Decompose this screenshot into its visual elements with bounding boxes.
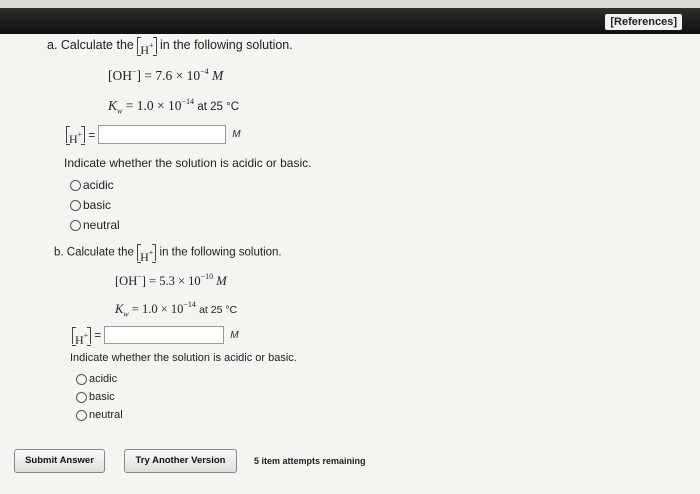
part-b-answer-h-ion [72, 327, 91, 347]
part-a-answer-h-ion [66, 126, 85, 146]
part-b-answer-equals: = [94, 328, 102, 342]
part-a-answer-row [66, 125, 241, 144]
part-a-h-ion [137, 37, 156, 57]
part-b-oh-exp: −10 [200, 272, 214, 281]
part-b-kw-label: K [115, 302, 124, 316]
part-b-kw-condition: at 25 °C [199, 304, 238, 316]
part-a-option-neutral[interactable] [70, 218, 120, 232]
part-a-kw-equation [108, 97, 239, 116]
part-a-option-acidic-label: acidic [83, 178, 114, 192]
part-a-kw-label: K [108, 98, 118, 113]
part-a-oh-label: [OH [108, 68, 132, 83]
part-b-answer-h-charge: + [83, 330, 89, 340]
part-b-kw-value: = 1.0 × 10 [131, 302, 184, 316]
part-b-prompt [54, 244, 282, 264]
part-b-oh-close: ] [141, 274, 146, 288]
references-link[interactable]: [References] [605, 14, 682, 30]
part-b-indicate-text: Indicate whether the solution is acidic or basic. [70, 352, 297, 364]
part-a-kw-value: = 1.0 × 10 [125, 98, 182, 113]
part-b-kw-exp: −14 [183, 300, 196, 309]
part-b-kw-sub: w [123, 309, 129, 319]
part-a-prompt-suffix: in the following solution. [160, 37, 293, 52]
part-a-kw-condition: at 25 °C [197, 101, 240, 113]
part-a-prompt-prefix: a. Calculate the [47, 37, 134, 52]
radio-icon[interactable] [70, 220, 81, 231]
attempts-remaining-text: 5 item attempts remaining [254, 456, 366, 466]
part-a-oh-close: ] [136, 68, 142, 83]
part-a-h-ion-charge: + [149, 41, 154, 50]
part-a-option-neutral-label: neutral [83, 218, 120, 232]
part-b-oh-charge: − [137, 272, 142, 281]
part-a-oh-value: = 7.6 × 10 [144, 68, 201, 83]
part-b-h-ion-symbol: H [140, 250, 149, 264]
part-b-h-ion [137, 244, 156, 264]
part-b-option-neutral-label: neutral [89, 409, 123, 421]
part-b-option-neutral[interactable] [76, 409, 123, 421]
part-b-kw-equation [115, 300, 237, 319]
part-a-oh-unit: M [212, 68, 224, 83]
part-a-answer-h-symbol: H [69, 132, 78, 146]
radio-icon[interactable] [76, 392, 87, 403]
part-a-oh-exp: −4 [200, 67, 209, 76]
submit-answer-button[interactable]: Submit Answer [14, 449, 105, 473]
part-a-answer-equals: = [88, 127, 96, 142]
radio-icon[interactable] [70, 180, 81, 191]
part-b-oh-label: [OH [115, 274, 138, 288]
part-a-h-ion-symbol: H [140, 43, 150, 57]
part-b-prompt-suffix: in the following solution. [159, 246, 282, 259]
part-b-oh-value: = 5.3 × 10 [149, 274, 201, 288]
radio-icon[interactable] [70, 200, 81, 211]
part-a-answer-h-charge: + [77, 130, 83, 139]
part-b-oh-equation [115, 272, 227, 289]
part-b-answer-row [72, 326, 239, 347]
part-b-option-basic[interactable] [76, 391, 115, 403]
radio-icon[interactable] [76, 374, 87, 385]
part-b-prompt-prefix: b. Calculate the [54, 246, 134, 259]
part-a-answer-input[interactable] [98, 125, 226, 144]
part-b-option-acidic[interactable] [76, 373, 117, 385]
part-b-answer-h-symbol: H [75, 332, 84, 347]
part-a-kw-sub: w [117, 106, 123, 116]
radio-icon[interactable] [76, 410, 87, 421]
part-b-option-acidic-label: acidic [89, 373, 118, 385]
part-a-option-basic-label: basic [83, 198, 112, 212]
part-b-oh-unit: M [216, 274, 227, 288]
try-another-version-button[interactable]: Try Another Version [124, 449, 237, 473]
part-a-option-basic[interactable] [70, 198, 111, 212]
part-b-answer-input[interactable] [104, 326, 224, 344]
part-a-oh-charge: − [132, 67, 137, 76]
part-a-indicate-text: Indicate whether the solution is acidic or basic. [64, 156, 312, 170]
part-b-h-ion-charge: + [148, 248, 154, 257]
part-a-answer-unit: M [232, 129, 241, 140]
part-a-prompt [47, 37, 293, 57]
part-a-option-acidic[interactable] [70, 178, 114, 192]
part-b-answer-unit: M [230, 329, 239, 341]
part-a-oh-equation [108, 67, 223, 84]
part-b-option-basic-label: basic [89, 391, 115, 403]
part-a-kw-exp: −14 [181, 97, 194, 106]
